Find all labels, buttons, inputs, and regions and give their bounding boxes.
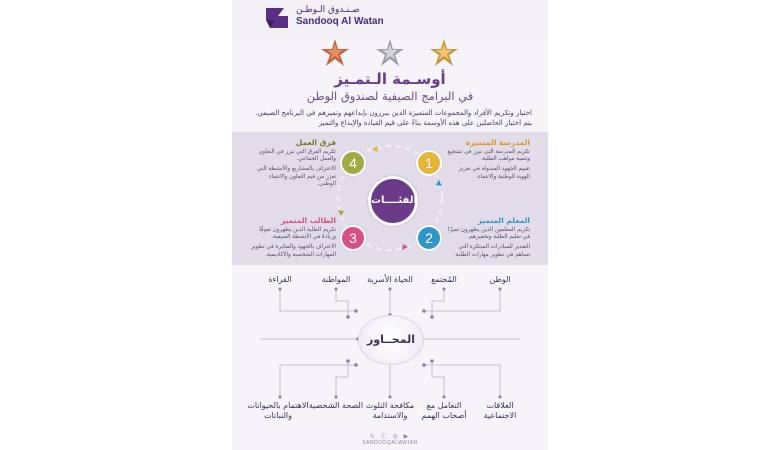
gold-star-medal-icon xyxy=(429,38,459,68)
category-4-line: الاعتراف بالمشاريع والأنشطة التي تعزز من قيم التعاون والانتماء الوطني. xyxy=(257,166,336,187)
category-title-1: المدرسة المتميزة xyxy=(465,138,530,147)
category-title-3: الطالب المتميز xyxy=(280,216,336,225)
category-title-4: فرق العمل xyxy=(295,138,336,147)
category-number-4: 4 xyxy=(340,150,366,176)
categories-center-label: الفئــــات xyxy=(368,176,418,226)
categories-section xyxy=(232,132,548,265)
category-2-line: تكريم المعلمين الذين يظهرون تميزًا في تعليم الطلبة وتحفيزهم. xyxy=(447,227,530,241)
brand-logo-icon xyxy=(262,5,292,31)
axis-bottom-5: الاهتمام بالحيوانات والنباتات xyxy=(247,401,309,420)
axis-bottom-3: مكافحة التلوث والاستدامة xyxy=(365,401,415,420)
axis-bottom-4: الصحة الشخصية xyxy=(308,401,364,410)
axis-top-2: المُجتمع xyxy=(431,275,457,284)
category-description-3 xyxy=(250,227,336,262)
axes-section xyxy=(232,265,548,450)
axis-top-4: المواطنة xyxy=(321,275,351,284)
cycle-arrow-icon xyxy=(372,146,378,152)
category-title-2: المعلم المتميز xyxy=(477,216,530,225)
intro-text: اختيار وتكريم الأفراد والمجموعات المتميزة الذين يبرزون بإبداعهم وتميزهم في البرنامج الصيفي. يتم اختيار الحاصلين على هذه الأوسمة بناءً على قيم القيادة والإبداع والتميز xyxy=(255,109,532,127)
category-number-2: 2 xyxy=(416,225,442,251)
category-2-line: التقدير للمبادرات المبتكرة التي تساهم في تطوير مهارات الطلبة. xyxy=(453,244,530,258)
category-description-4 xyxy=(250,149,336,191)
instagram-icon[interactable]: ◎ xyxy=(392,433,400,440)
infographic-poster xyxy=(232,0,548,450)
brand-name-english: Sandooq Al Watan xyxy=(296,16,384,27)
facebook-icon[interactable]: ⓕ xyxy=(380,433,389,440)
x-icon[interactable]: 𝕏 xyxy=(369,433,377,440)
axis-bottom-1: العلاقات الاجتماعية xyxy=(483,401,517,420)
category-1-line: تقييم الجهود المبذولة في تعزيز الهوية الوطنية والانتماء. xyxy=(458,166,530,180)
page-title: أوسـمة الـتمـيز xyxy=(334,70,446,88)
header xyxy=(232,0,548,38)
category-number-1: 1 xyxy=(416,150,442,176)
social-handle: SANDOOQALWATAN xyxy=(362,440,418,446)
axis-top-3: الحياة الأسرية xyxy=(367,275,413,284)
axis-bottom-2: التعامل مع أصحاب الهمم xyxy=(421,401,467,420)
axes-center-label: المحــاور xyxy=(358,315,424,365)
category-description-2 xyxy=(444,227,530,262)
cycle-arrow-icon xyxy=(436,180,442,186)
cycle-arrow-icon xyxy=(338,210,344,216)
axis-top-5: القراءة xyxy=(268,275,292,284)
axis-top-1: الوطن xyxy=(489,275,511,284)
category-3-line: الاعتراف بالجهود والمثابرة في تطوير المهارات الشخصية والأكاديمية. xyxy=(250,244,336,258)
brand-name-arabic: صـنـدوق الـوطـن xyxy=(296,5,360,15)
category-description-1 xyxy=(444,149,530,184)
youtube-icon[interactable]: ▶ xyxy=(403,433,411,440)
category-4-line: تكريم الفرق التي تبرز في التعاون والعمل الجماعي. xyxy=(258,149,336,163)
silver-star-medal-icon xyxy=(375,38,405,68)
bronze-star-medal-icon xyxy=(320,38,350,68)
category-3-line: تكريم الطلبة الذين يظهرون تفوقًا وريادةً في الأنشطة الصيفية. xyxy=(259,227,336,241)
social-icons xyxy=(232,431,548,440)
category-number-3: 3 xyxy=(340,225,366,251)
cycle-arrow-icon xyxy=(402,244,408,250)
page-subtitle: في البرامج الصيفية لصندوق الوطن xyxy=(306,89,474,103)
category-1-line: تكريم المدرسة التي تبرز في تشجيع وتنمية مواهب الطلبة. xyxy=(447,149,530,163)
